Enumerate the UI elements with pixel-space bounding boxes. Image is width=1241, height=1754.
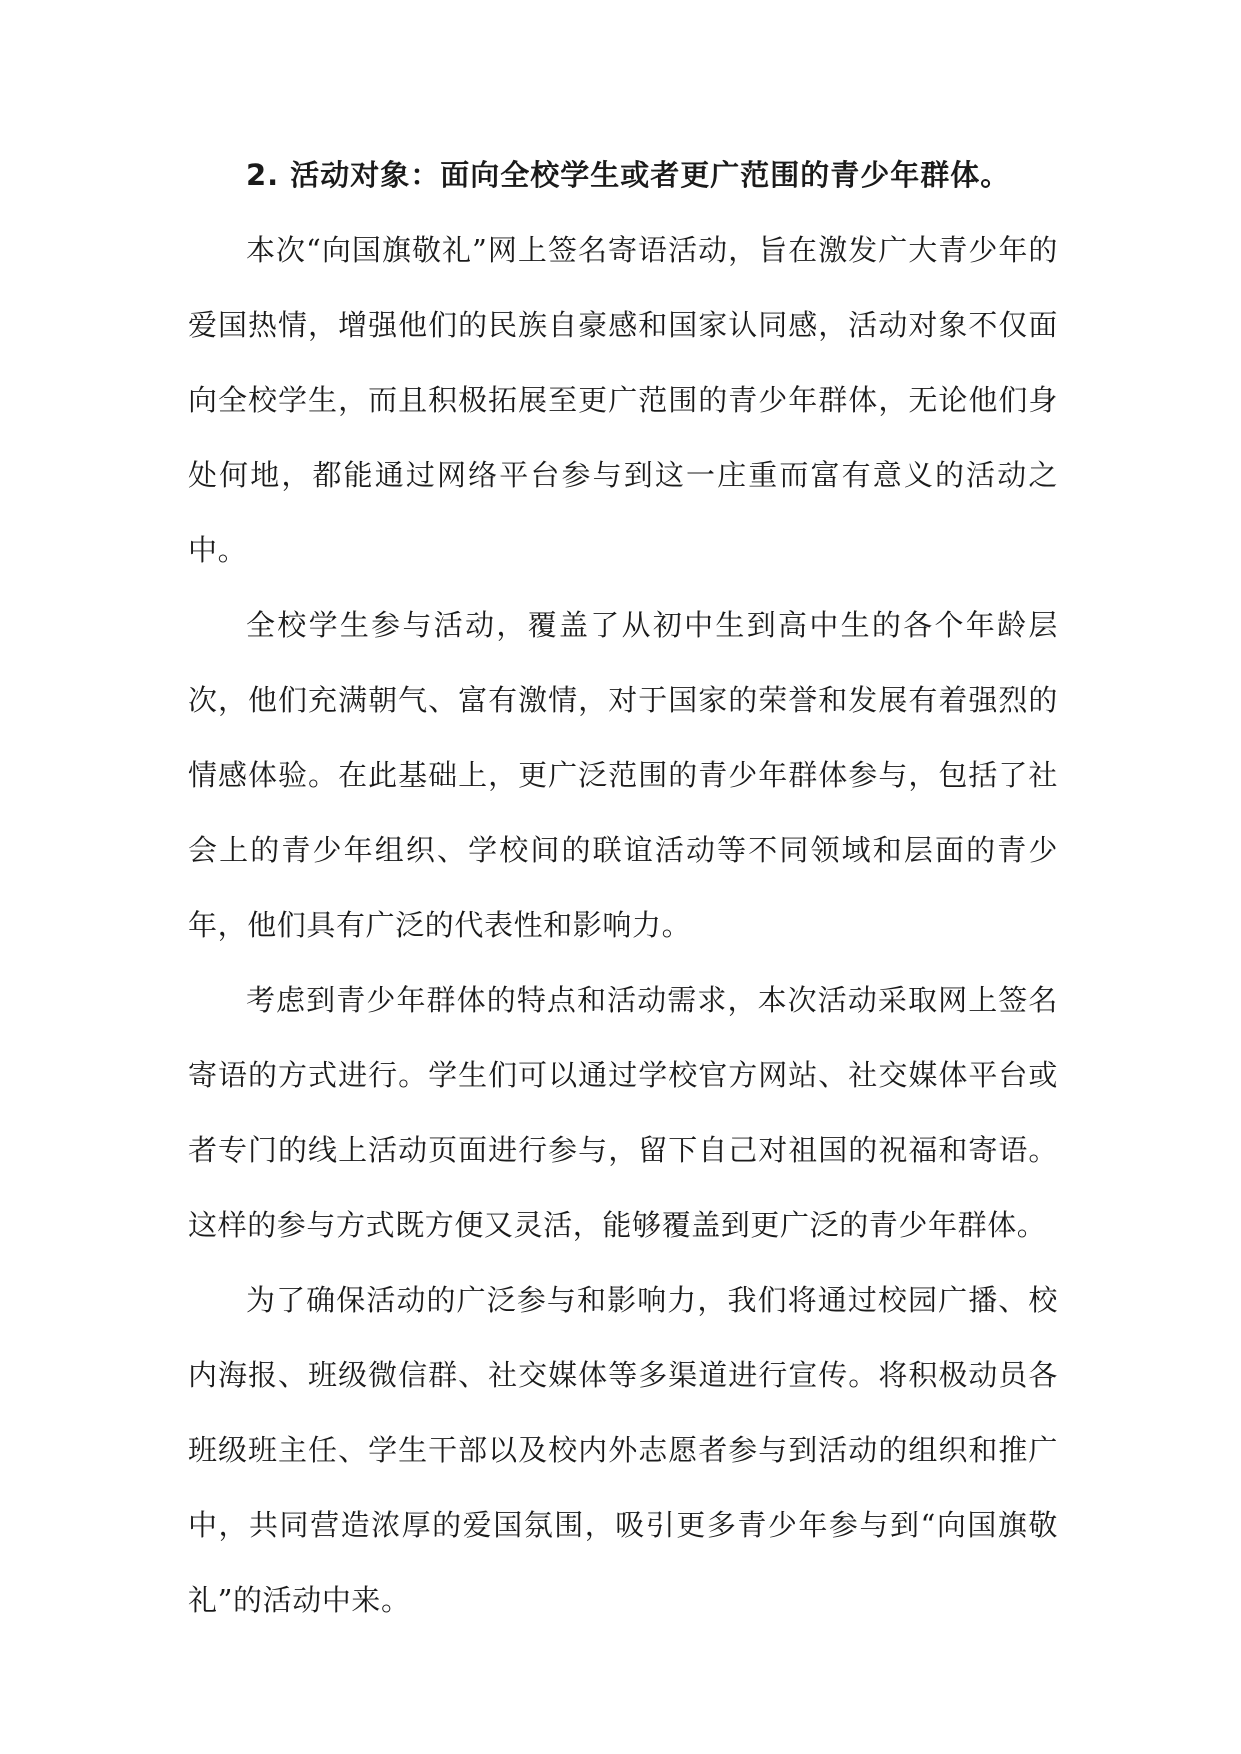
paragraph-participants: 全校学生参与活动，覆盖了从初中生到高中生的各个年龄层次，他们充满朝气、富有激情，对于国家的荣誉和发展有着强烈的情感体验。在此基础上，更广泛范围的青少年群体参与，包括了社会上的青少年组织、学校间的联谊活动等不同领域和层面的青少年，他们具有广泛的代表性和影响力。 xyxy=(188,608,1058,942)
paragraph-method: 考虑到青少年群体的特点和活动需求，本次活动采取网上签名寄语的方式进行。学生们可以通过学校官方网站、社交媒体平台或者专门的线上活动页面进行参与，留下自己对祖国的祝福和寄语。这样的参与方式既方便又灵活，能够覆盖到更广泛的青少年群体。 xyxy=(188,983,1058,1242)
section-heading: 2. 活动对象：面向全校学生或者更广范围的青少年群体。 xyxy=(246,158,1011,192)
document-body xyxy=(188,145,1058,1638)
paragraph-promotion: 为了确保活动的广泛参与和影响力，我们将通过校园广播、校内海报、班级微信群、社交媒体等多渠道进行宣传。将积极动员各班级班主任、学生干部以及校内外志愿者参与到活动的组织和推广中，共同营造浓厚的爱国氛围，吸引更多青少年参与到“向国旗敬礼”的活动中来。 xyxy=(188,1283,1058,1617)
paragraph-intro: 本次“向国旗敬礼”网上签名寄语活动，旨在激发广大青少年的爱国热情，增强他们的民族自豪感和国家认同感，活动对象不仅面向全校学生，而且积极拓展至更广范围的青少年群体，无论他们身处何地，都能通过网络平台参与到这一庄重而富有意义的活动之中。 xyxy=(188,233,1058,567)
